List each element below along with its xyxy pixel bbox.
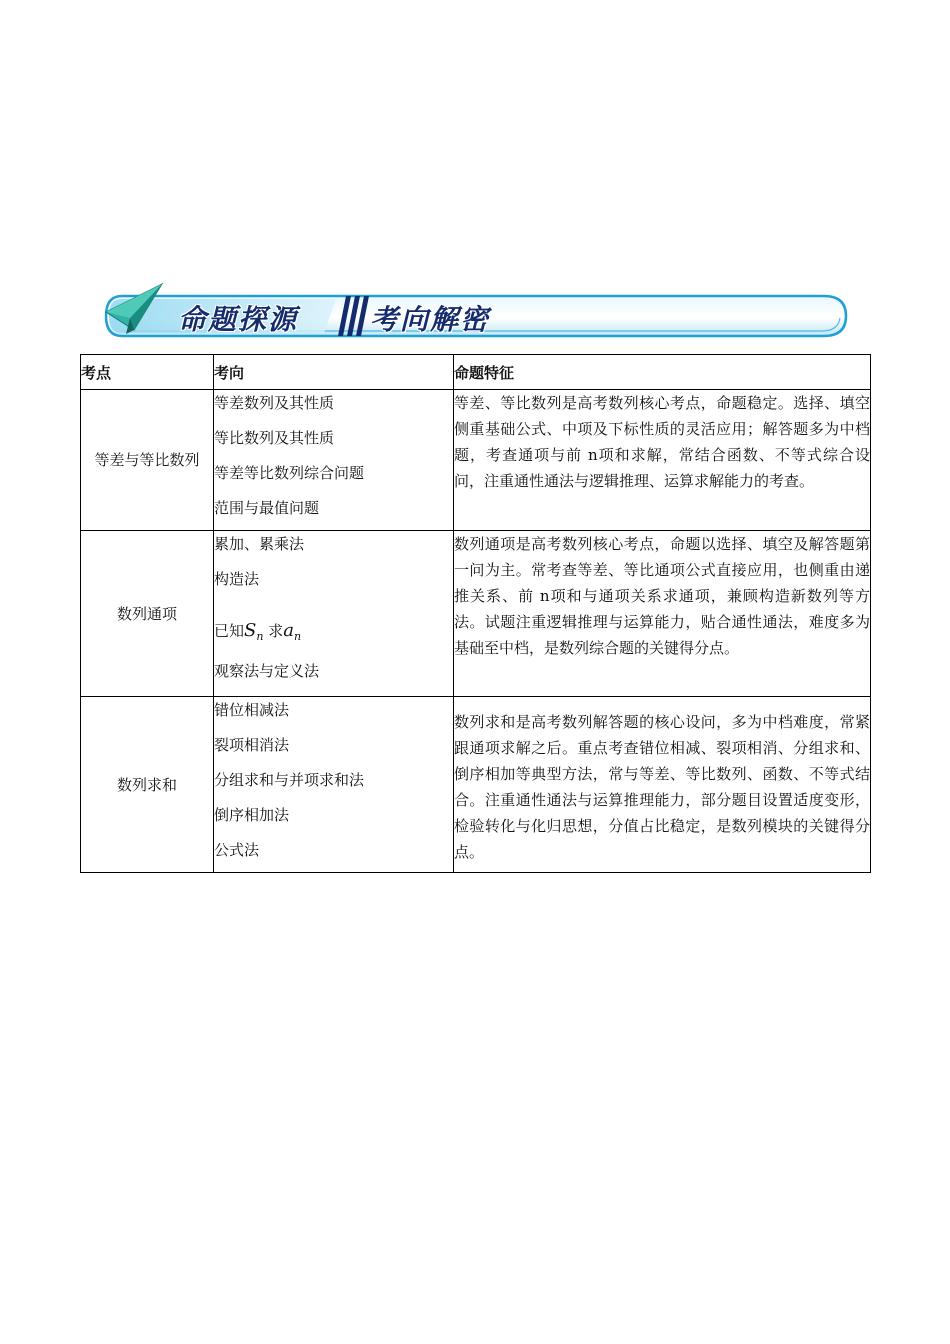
table-row: [81, 697, 871, 873]
direction-item-formula: [214, 601, 453, 658]
header-direction: 考向: [214, 355, 454, 390]
section-banner: [100, 282, 852, 344]
direction-item: 错位相减法: [214, 701, 290, 719]
feature-cell: 数列通项是高考数列核心考点，命题以选择、填空及解答题第一问为主。常考查等差、等比通项公式直接应用，也侧重由递推关系、前 n项和与通项关系求通项，兼顾构造新数列等方法。试题注重逻辑推理与运算能力，贴合通性通法，难度多为基础至中档，是数列综合题的关键得分点。: [454, 531, 871, 697]
direction-item: 范围与最值问题: [214, 499, 320, 517]
paper-plane-icon: [100, 282, 170, 344]
point-cell: 数列通项: [81, 531, 214, 697]
feature-cell: 数列求和是高考数列解答题的核心设问，多为中档难度，常紧跟通项求解之后。重点考查错位相减、裂项相消、分组求和、倒序相加等典型方法，常与等差、等比数列、函数、不等式结合。注重通性通法与运算推理能力，部分题目设置适度变形，检验转化与化归思想，分值占比稳定，是数列模块的关键得分点。: [454, 697, 871, 873]
formula-symbol-s: S: [244, 620, 257, 641]
direction-item: 等比数列及其性质: [214, 429, 335, 447]
direction-item: 裂项相消法: [214, 736, 290, 754]
direction-item: 累加、累乘法: [214, 535, 305, 553]
banner-title-right: 考向解密: [370, 303, 491, 336]
direction-item: 等差等比数列综合问题: [214, 464, 365, 482]
point-cell: 等差与等比数列: [81, 390, 214, 531]
formula-subscript: n: [293, 630, 302, 643]
formula-mid: 求: [268, 622, 284, 640]
topic-table: [80, 354, 871, 873]
header-feature: 命题特征: [454, 355, 871, 390]
direction-cell: [214, 531, 454, 697]
banner-title-left: 命题探源: [178, 303, 299, 336]
direction-item: 构造法: [214, 570, 260, 588]
header-point: 考点: [81, 355, 214, 390]
table-row: [81, 531, 871, 697]
point-cell: 数列求和: [81, 697, 214, 873]
direction-item: 等差数列及其性质: [214, 394, 335, 412]
direction-item: 观察法与定义法: [214, 662, 320, 680]
formula-prefix: 已知: [214, 622, 245, 640]
direction-cell: [214, 390, 454, 531]
formula-symbol-a: a: [283, 620, 294, 641]
direction-item: 分组求和与并项求和法: [214, 771, 365, 789]
direction-item: 倒序相加法: [214, 806, 290, 824]
table-header-row: [81, 355, 871, 390]
table-row: [81, 390, 871, 531]
formula-subscript: n: [256, 630, 264, 643]
direction-item: 公式法: [214, 841, 260, 859]
feature-cell: 等差、等比数列是高考数列核心考点，命题稳定。选择、填空侧重基础公式、中项及下标性质的灵活应用；解答题多为中档题，考查通项与前 n项和求解，常结合函数、不等式综合设问，注重通性通法与逻辑推理、运算求解能力的考查。: [454, 390, 871, 531]
direction-cell: [214, 697, 454, 873]
